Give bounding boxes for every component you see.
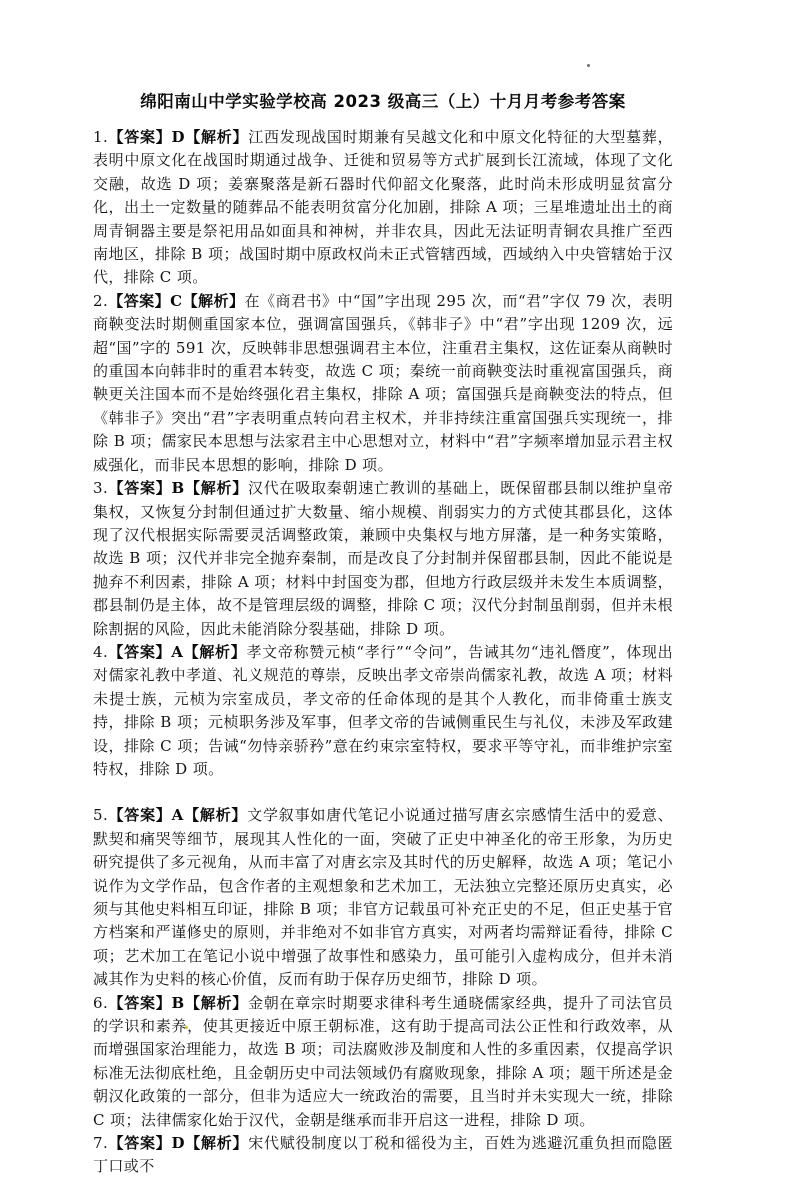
question-number: 3. [93,479,109,498]
answer-letter: D [171,128,185,146]
answer-label: 【答案】 [108,128,172,146]
question-number: 6. [93,993,109,1012]
answer-letter: B [171,993,185,1012]
analysis-text: 宋代赋役制度以丁税和徭役为主，百姓为逃避沉重负担而隐匿丁口或不 [93,1134,673,1176]
question-number: 2. [93,291,109,310]
page-title: 绵阳南山中学实验学校高 2023 级高三（上）十月月考参考答案 [140,92,626,111]
analysis-text: 孝文帝称赞元桢“孝行”“令问”，告诫其勿“违礼僭度”，体现出对儒家礼教中孝道、礼义规范的尊崇，反映出孝文帝崇尚儒家礼教，故选 A 项；材料未提士族，元桢为宗室成员，孝文帝的任命体现的是其个人教化，而非倚重士族支持，排除 B 项；元桢职务涉及军事，但孝文帝的告诫侧重民生与礼仪，未涉及军政建设，排除 C 项；告诫“勿恃亲骄矜”意在约束宗室特权，要求平等守礼，而非维护宗室特权，排除 D 项。 [93,642,674,778]
answer-item-4 [93,641,673,781]
question-number: 4. [93,642,109,661]
stray-speck-top [587,64,590,67]
analysis-label: 【解析】 [182,291,245,310]
answer-letter: C [170,291,183,310]
analysis-label: 【解析】 [183,806,248,825]
answer-label: 【答案】 [108,642,172,661]
answer-label: 【答案】 [108,1134,172,1153]
answer-letter: D [171,1134,185,1153]
answer-item-1 [93,126,673,290]
analysis-label: 【解析】 [184,128,249,146]
analysis-text: 汉代在吸取秦朝速亡教训的基础上，既保留郡县制以维护皇帝集权，又恢复分封制但通过扩大数量、缩小规模、削弱实力的方式使其郡县化，这体现了汉代根据实际需要灵活调整政策，兼顾中央集权与地方屏藩，是一种务实策略，故选 B 项；汉代并非完全抛弃秦制，而是改良了分封制并保留郡县制，因此不能说是抛弃不利因素，排除 A 项；材料中封国变为郡，但地方行政层级并未发生本质调整，郡县制仍是主体，故不是管理层级的调整，排除 C 项；汉代分封制虽削弱，但并未根除割据的风险，因此未能消除分裂基础，排除 D 项。 [93,479,673,638]
answer-label: 【答案】 [108,806,172,825]
answer-item-3 [93,477,673,641]
question-number: 1. [93,128,109,146]
answer-item-7 [93,1132,673,1179]
answer-label: 【答案】 [108,993,172,1012]
answer-item-2 [93,290,673,477]
analysis-text: 在《商君书》中“国”字出现 295 次，而“君”字仅 79 次，表明商鞅变法时期侧重国家本位，强调富国强兵，《韩非子》中“君”字出现 1209 次，远超“国”字的 591 次，反映韩非思想强调君主本位，注重君主集权，这佐证秦从商鞅时的重国本向韩非时的重君本转变，故选 C 项；秦统一前商鞅变法时重视富国强兵，商鞅更关注国本而不是始终强化君主集权，排除 A 项；富国强兵是商鞅变法的特点，但《韩非子》突出“君”字表明重点转向君主权术，并非持续注重富国强兵实现统一，排除 B 项；儒家民本思想与法家君主中心思想对立，材料中“君”字频率增加显示君主权威强化，而非民本思想的影响，排除 D 项。 [93,291,673,474]
analysis-label: 【解析】 [184,1134,249,1153]
answer-label: 【答案】 [108,291,171,310]
answer-item-6 [93,992,673,1132]
answer-letter: A [171,642,184,661]
analysis-text: 金朝在章宗时期要求律科考生通晓儒家经典，提升了司法官员的学识和素养，使其更接近中原王朝标准，这有助于提高司法公正性和行政效率，从而增强国家治理能力，故选 B 项；司法腐败涉及制度和人性的多重因素，仅提高学识标准无法彻底杜绝，且金朝历史中司法领域仍有腐败现象，排除 A 项；题干所述是金朝汉化政策的一部分，但非为适应大一统政治的需要，且当时并未实现大一统，排除 C 项；法律儒家化始于汉代，金朝是继承而非开启这一进程，排除 D 项。 [93,993,673,1129]
question-number: 5. [93,806,109,825]
document-content [93,90,673,1179]
analysis-text: 文学叙事如唐代笔记小说通过描写唐玄宗感情生活中的爱意、默契和痛哭等细节，展现其人性化的一面，突破了正史中神圣化的帝王形象，为历史研究提供了多元视角，从而丰富了对唐玄宗及其时代的历史解释，故选 A 项；笔记小说作为文学作品，包含作者的主观想象和艺术加工，无法独立完整还原历史真实，必须与其他史料相互印证，排除 B 项；非官方记载虽可补充正史的不足，但正史基于官方档案和严谨修史的原则，并非绝对不如非官方真实，对两者均需辩证看待，排除 C 项；艺术加工在笔记小说中增强了故事性和感染力，虽可能引入虚构成分，但并未消减其作为史料的核心价值，反而有助于保存历史细节，排除 D 项。 [93,806,674,989]
answer-letter: A [171,806,184,825]
analysis-label: 【解析】 [184,993,248,1012]
answer-letter: B [171,479,185,498]
analysis-label: 【解析】 [183,642,247,661]
answer-label: 【答案】 [108,479,172,498]
question-number: 7. [93,1134,109,1153]
analysis-text: 江西发现战国时期兼有吴越文化和中原文化特征的大型墓葬，表明中原文化在战国时期通过战争、迁徙和贸易等方式扩展到长江流域，体现了文化交融，故选 D 项；姜寨聚落是新石器时代仰韶文化聚落，此时尚未形成明显贫富分化，出土一定数量的随葬品不能表明贫富分化加剧，排除 A 项；三星堆遗址出土的商周青铜器主要是祭祀用品如面具和神树，并非农具，因此无法证明青铜农具推广至西南地区，排除 B 项；战国时期中原政权尚未正式管辖西域，西域纳入中央管辖始于汉代，排除 C 项。 [93,128,673,287]
analysis-label: 【解析】 [184,479,248,498]
answer-item-5 [93,804,673,991]
